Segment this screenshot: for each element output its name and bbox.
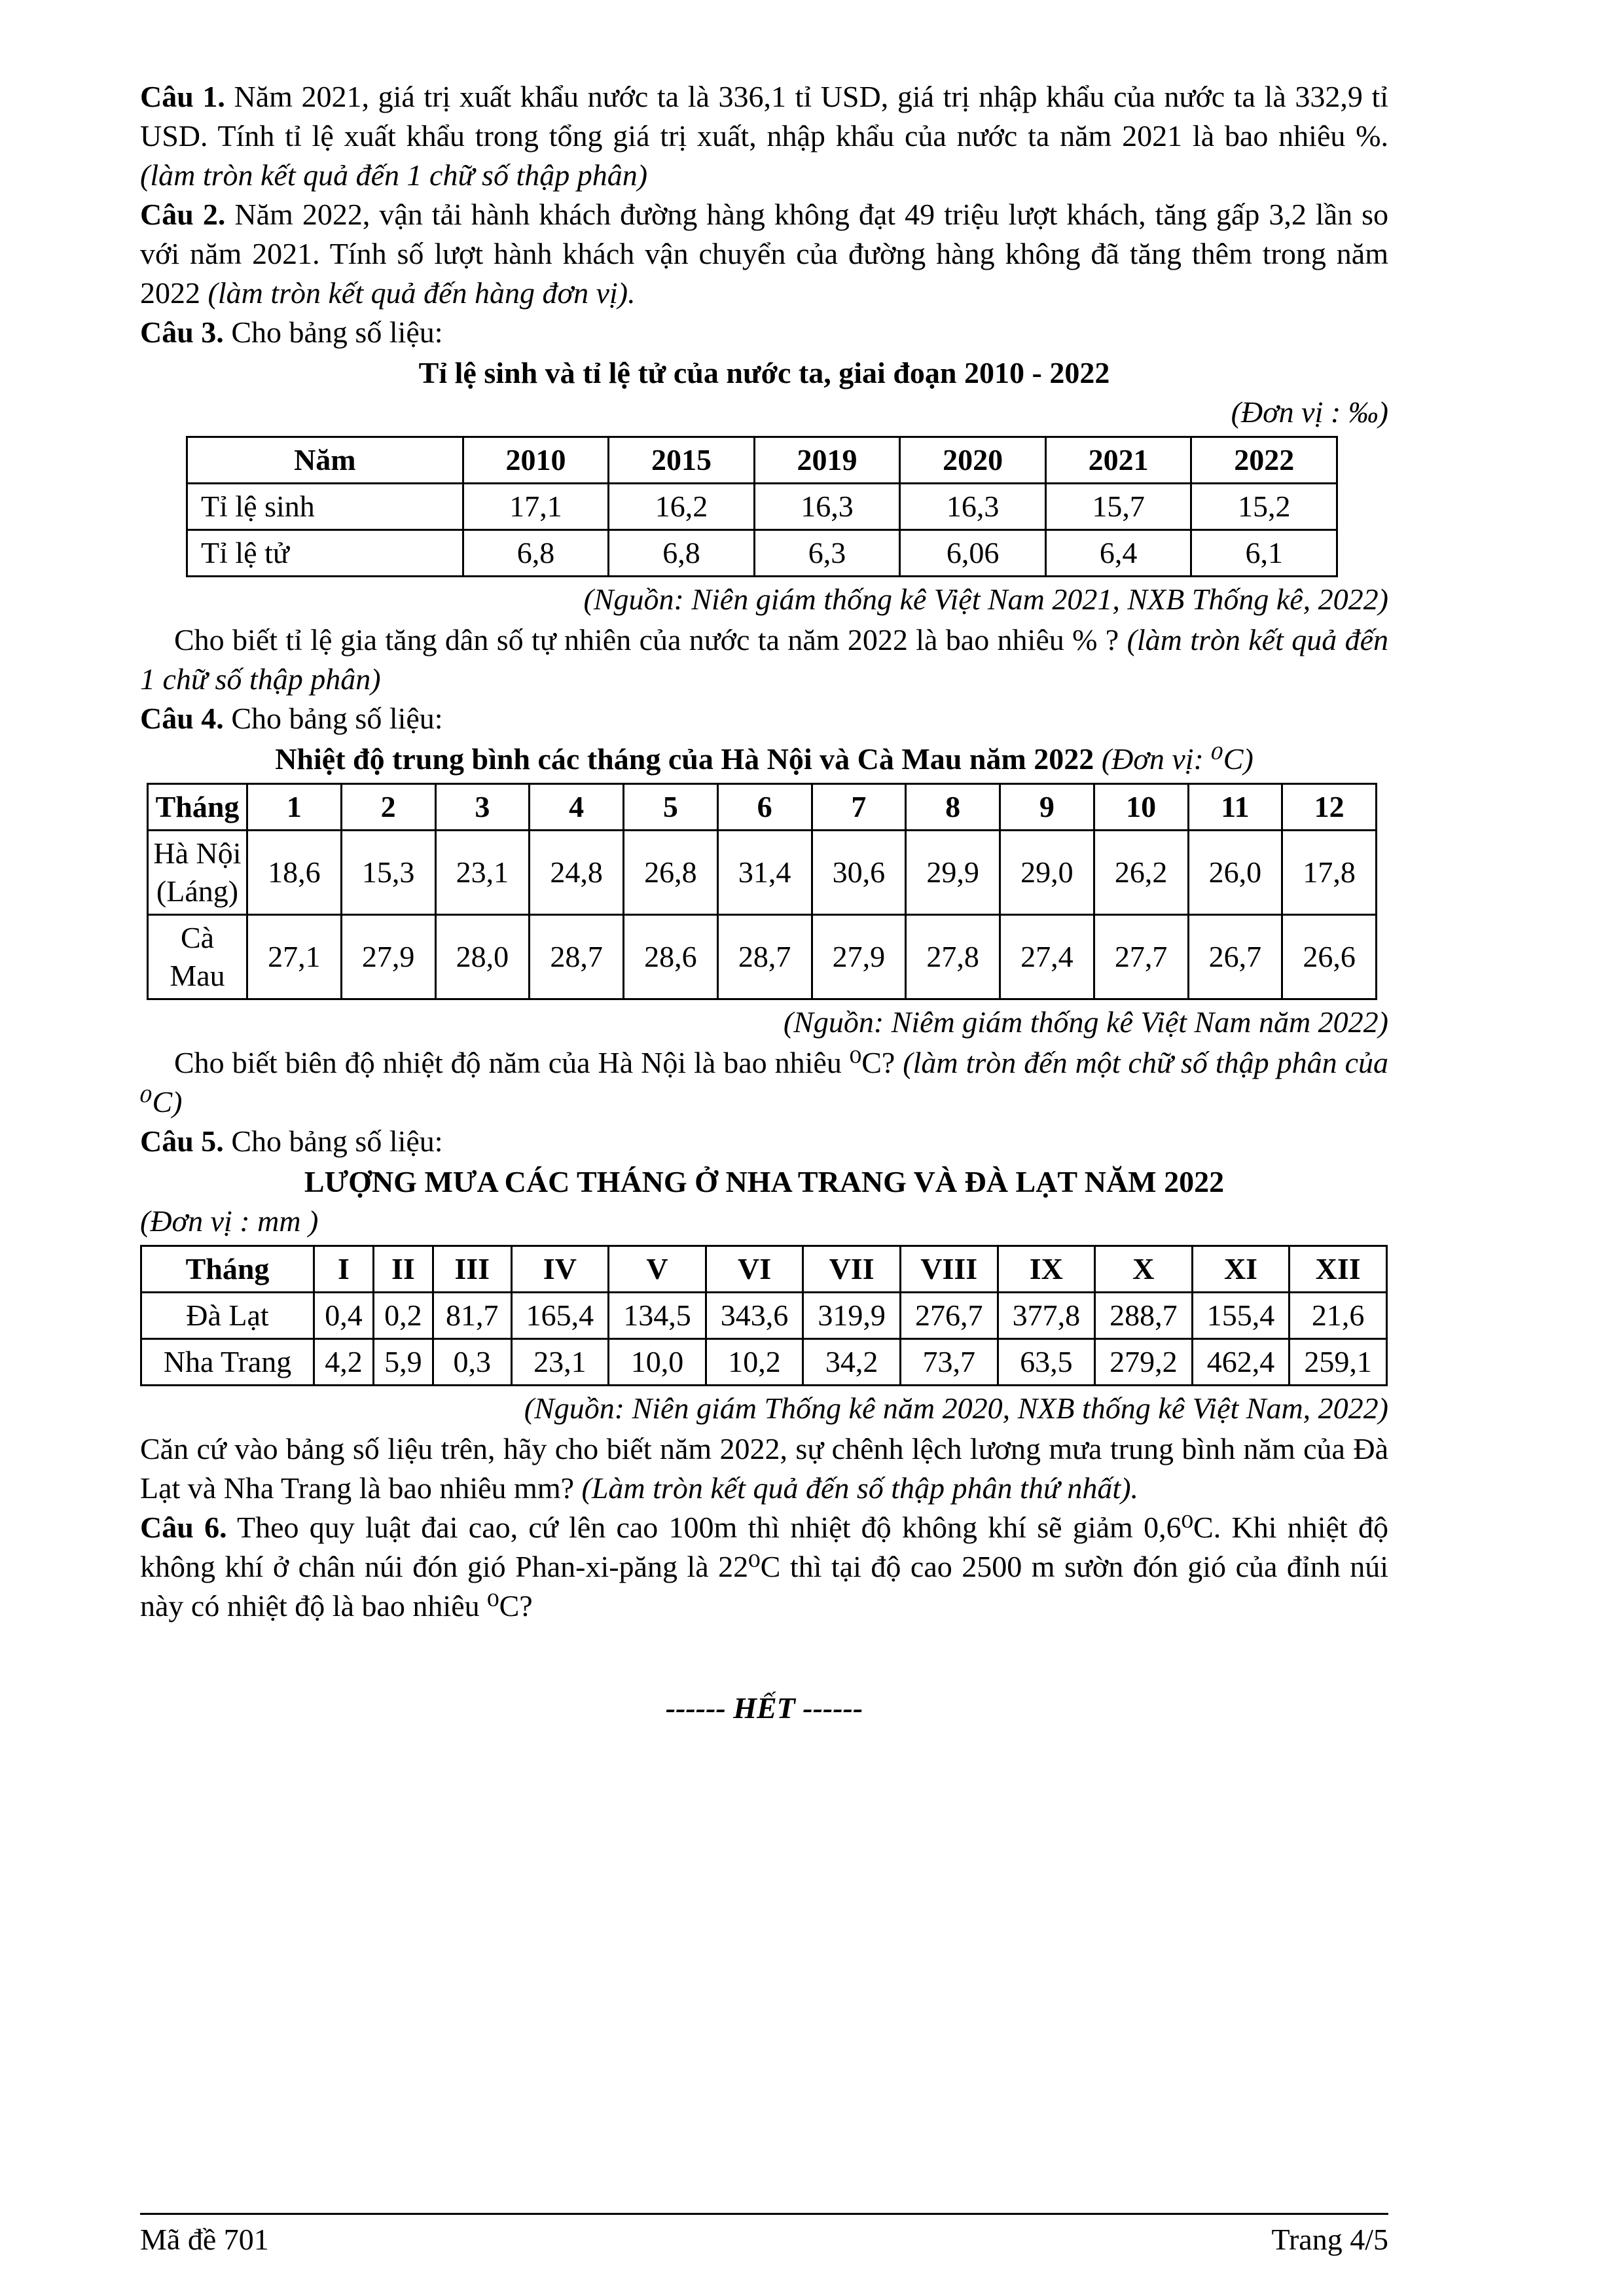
data-cell: 21,6 xyxy=(1290,1293,1387,1339)
table-header-cell: 10 xyxy=(1094,784,1188,831)
table-header-cell: V xyxy=(609,1246,706,1293)
table-row xyxy=(187,530,1337,577)
data-cell: 26,7 xyxy=(1188,915,1282,999)
table-header-cell: 3 xyxy=(435,784,530,831)
table-header-cell: 7 xyxy=(812,784,906,831)
table3-title-text: LƯỢNG MƯA CÁC THÁNG Ở NHA TRANG VÀ ĐÀ LẠT NĂM 2022 xyxy=(304,1165,1225,1198)
data-cell: 462,4 xyxy=(1192,1339,1290,1386)
table-header-cell: 6 xyxy=(717,784,812,831)
table-header-cell: II xyxy=(373,1246,433,1293)
table-header-cell: 2020 xyxy=(900,437,1046,484)
table1-title-text: Tỉ lệ sinh và tỉ lệ tử của nước ta, giai đoạn 2010 - 2022 xyxy=(418,356,1110,389)
question-3-text xyxy=(140,620,1388,699)
question-2-note: (làm tròn kết quả đến hàng đơn vị). xyxy=(208,276,636,310)
question-2 xyxy=(140,195,1388,313)
table-row xyxy=(187,484,1337,530)
data-cell: 27,7 xyxy=(1094,915,1188,999)
data-cell: 0,3 xyxy=(433,1339,511,1386)
question-5-question: Căn cứ vào bảng số liệu trên, hãy cho biết năm 2022, sự chênh lệch lương mưa trung bình năm của Đà Lạt và Nha Trang là bao nhiêu mm? xyxy=(140,1432,1388,1505)
table1-unit: (Đơn vị : ‰) xyxy=(1231,395,1388,429)
table-header-cell: Năm xyxy=(187,437,463,484)
table-header-cell: Tháng xyxy=(148,784,247,831)
question-1 xyxy=(140,77,1388,195)
table-header-cell: XI xyxy=(1192,1246,1290,1293)
table2-source: (Nguồn: Niêm giám thống kê Việt Nam năm 2022) xyxy=(783,1005,1388,1039)
table-header-cell: 11 xyxy=(1188,784,1282,831)
data-cell: 26,0 xyxy=(1188,831,1282,915)
table-header-cell: IX xyxy=(998,1246,1095,1293)
page-number: Trang 4/5 xyxy=(1271,2223,1388,2256)
table-row xyxy=(141,1339,1387,1386)
table-row xyxy=(141,1293,1387,1339)
data-cell: 27,4 xyxy=(1000,915,1094,999)
table-header-cell: 2 xyxy=(341,784,435,831)
table1-title xyxy=(140,353,1388,393)
data-cell: 15,2 xyxy=(1191,484,1337,530)
data-cell: 0,2 xyxy=(373,1293,433,1339)
data-cell: 259,1 xyxy=(1290,1339,1387,1386)
table2-title xyxy=(140,740,1388,779)
data-cell: 165,4 xyxy=(511,1293,609,1339)
question-4-note: (làm tròn đến một chữ số thập phân của ⁰C) xyxy=(140,1046,1388,1119)
table-header-cell: IV xyxy=(511,1246,609,1293)
data-cell: 276,7 xyxy=(900,1293,998,1339)
data-cell: 279,2 xyxy=(1095,1339,1193,1386)
data-cell: 31,4 xyxy=(717,831,812,915)
table-header-cell: VIII xyxy=(900,1246,998,1293)
table-header-row xyxy=(187,437,1337,484)
data-cell: 23,1 xyxy=(435,831,530,915)
data-cell: 377,8 xyxy=(998,1293,1095,1339)
data-cell: 6,1 xyxy=(1191,530,1337,577)
data-cell: 6,4 xyxy=(1045,530,1191,577)
row-label-cell: Nha Trang xyxy=(141,1339,314,1386)
question-3-note: (làm tròn kết quả đến 1 chữ số thập phân) xyxy=(140,623,1389,696)
row-label-cell: Hà Nội (Láng) xyxy=(148,831,247,915)
table-header-cell: VI xyxy=(706,1246,803,1293)
data-cell: 134,5 xyxy=(609,1293,706,1339)
table-header-cell: 2019 xyxy=(754,437,900,484)
table-header-cell: 2022 xyxy=(1191,437,1337,484)
data-cell: 288,7 xyxy=(1095,1293,1193,1339)
data-cell: 155,4 xyxy=(1192,1293,1290,1339)
question-5-intro xyxy=(140,1122,1388,1161)
data-cell: 28,0 xyxy=(435,915,530,999)
table3-source: (Nguồn: Niên giám Thống kê năm 2020, NXB thống kê Việt Nam, 2022) xyxy=(524,1391,1388,1425)
table-row xyxy=(148,915,1377,999)
data-cell: 28,7 xyxy=(530,915,624,999)
table-header-cell: VII xyxy=(803,1246,901,1293)
table-header-cell: 4 xyxy=(530,784,624,831)
table3-unit: (Đơn vị : mm ) xyxy=(140,1204,319,1238)
data-cell: 28,7 xyxy=(717,915,812,999)
rainfall-table xyxy=(140,1245,1388,1386)
table-header-cell: 2021 xyxy=(1045,437,1191,484)
table2-title-text: Nhiệt độ trung bình các tháng của Hà Nội và Cà Mau năm 2022 xyxy=(275,742,1094,776)
table-header-cell: 1 xyxy=(247,784,342,831)
question-1-label: Câu 1. xyxy=(140,80,225,113)
question-2-text: Năm 2022, vận tải hành khách đường hàng không đạt 49 triệu lượt khách, tăng gấp 3,2 lần so với năm 2021. Tính số lượt hành khách vận chuyển của đường hàng không đã tăng thêm trong năm 2022 xyxy=(140,198,1389,310)
data-cell: 6,8 xyxy=(463,530,609,577)
table-header-cell: 12 xyxy=(1282,784,1377,831)
table-header-cell: 2015 xyxy=(609,437,755,484)
data-cell: 16,3 xyxy=(900,484,1046,530)
table1-source: (Nguồn: Niên giám thống kê Việt Nam 2021, NXB Thống kê, 2022) xyxy=(583,583,1388,616)
data-cell: 24,8 xyxy=(530,831,624,915)
data-cell: 26,8 xyxy=(624,831,718,915)
data-cell: 10,2 xyxy=(706,1339,803,1386)
data-cell: 63,5 xyxy=(998,1339,1095,1386)
data-cell: 26,6 xyxy=(1282,915,1377,999)
question-6-label: Câu 6. xyxy=(140,1511,227,1544)
question-6 xyxy=(140,1508,1388,1626)
data-cell: 30,6 xyxy=(812,831,906,915)
data-cell: 27,1 xyxy=(247,915,342,999)
row-label-cell: Cà Mau xyxy=(148,915,247,999)
data-cell: 4,2 xyxy=(314,1339,374,1386)
data-cell: 34,2 xyxy=(803,1339,901,1386)
table-header-cell: III xyxy=(433,1246,511,1293)
data-cell: 81,7 xyxy=(433,1293,511,1339)
end-marker: ------ HẾT ------ xyxy=(665,1691,863,1725)
data-cell: 28,6 xyxy=(624,915,718,999)
table-header-row xyxy=(148,784,1377,831)
question-5-note: (Làm tròn kết quả đến số thập phân thứ nhất). xyxy=(581,1471,1139,1505)
data-cell: 16,2 xyxy=(609,484,755,530)
question-5-label: Câu 5. xyxy=(140,1124,224,1158)
table-header-cell: X xyxy=(1095,1246,1193,1293)
data-cell: 10,0 xyxy=(609,1339,706,1386)
question-2-label: Câu 2. xyxy=(140,198,226,231)
data-cell: 73,7 xyxy=(900,1339,998,1386)
question-5-text xyxy=(140,1429,1388,1508)
row-label-cell: Tỉ lệ sinh xyxy=(187,484,463,530)
question-4-intro xyxy=(140,699,1388,738)
table-header-cell: 2010 xyxy=(463,437,609,484)
question-4-label: Câu 4. xyxy=(140,702,224,735)
data-cell: 15,7 xyxy=(1045,484,1191,530)
page-footer xyxy=(140,2213,1388,2259)
table-row xyxy=(148,831,1377,915)
data-cell: 0,4 xyxy=(314,1293,374,1339)
data-cell: 17,8 xyxy=(1282,831,1377,915)
question-3-intro-text: Cho bảng số liệu: xyxy=(231,315,443,349)
data-cell: 343,6 xyxy=(706,1293,803,1339)
table2-unit: (Đơn vị: ⁰C) xyxy=(1101,742,1254,776)
table-header-cell: XII xyxy=(1290,1246,1387,1293)
data-cell: 15,3 xyxy=(341,831,435,915)
data-cell: 23,1 xyxy=(511,1339,609,1386)
data-cell: 6,8 xyxy=(609,530,755,577)
question-3-question: Cho biết tỉ lệ gia tăng dân số tự nhiên của nước ta năm 2022 là bao nhiêu % ? xyxy=(174,623,1119,656)
temperature-table xyxy=(147,783,1377,1000)
table-header-cell: Tháng xyxy=(141,1246,314,1293)
table3-title xyxy=(140,1162,1388,1202)
question-5-intro-text: Cho bảng số liệu: xyxy=(231,1124,443,1158)
question-4-intro-text: Cho bảng số liệu: xyxy=(231,702,443,735)
data-cell: 27,9 xyxy=(341,915,435,999)
question-4-text xyxy=(140,1043,1388,1122)
question-1-note: (làm tròn kết quả đến 1 chữ số thập phân) xyxy=(140,158,648,192)
data-cell: 29,0 xyxy=(1000,831,1094,915)
question-4-question: Cho biết biên độ nhiệt độ năm của Hà Nội là bao nhiêu ⁰C? xyxy=(174,1046,895,1079)
exam-code: Mã đề 701 xyxy=(140,2223,269,2256)
data-cell: 18,6 xyxy=(247,831,342,915)
question-3-label: Câu 3. xyxy=(140,315,224,349)
data-cell: 27,8 xyxy=(906,915,1000,999)
data-cell: 6,3 xyxy=(754,530,900,577)
table-header-cell: 5 xyxy=(624,784,718,831)
birth-death-rate-table xyxy=(186,436,1338,577)
row-label-cell: Đà Lạt xyxy=(141,1293,314,1339)
table-header-row xyxy=(141,1246,1387,1293)
data-cell: 6,06 xyxy=(900,530,1046,577)
data-cell: 29,9 xyxy=(906,831,1000,915)
data-cell: 16,3 xyxy=(754,484,900,530)
data-cell: 26,2 xyxy=(1094,831,1188,915)
table-header-cell: 8 xyxy=(906,784,1000,831)
data-cell: 27,9 xyxy=(812,915,906,999)
question-6-text: Theo quy luật đai cao, cứ lên cao 100m thì nhiệt độ không khí sẽ giảm 0,6⁰C. Khi nhiệt độ không khí ở chân núi đón gió Phan-xi-păng là 22⁰C thì tại độ cao 2500 m sườn đón gió của đỉnh núi này có nhiệt độ là bao nhiêu ⁰C? xyxy=(140,1511,1388,1623)
data-cell: 5,9 xyxy=(373,1339,433,1386)
question-3-intro xyxy=(140,313,1388,352)
table-header-cell: I xyxy=(314,1246,374,1293)
question-1-text: Năm 2021, giá trị xuất khẩu nước ta là 336,1 tỉ USD, giá trị nhập khẩu của nước ta là 332,9 tỉ USD. Tính tỉ lệ xuất khẩu trong tổng giá trị xuất, nhập khẩu của nước ta năm 2021 là bao nhiêu %. xyxy=(140,80,1389,152)
table-header-cell: 9 xyxy=(1000,784,1094,831)
row-label-cell: Tỉ lệ tử xyxy=(187,530,463,577)
data-cell: 319,9 xyxy=(803,1293,901,1339)
data-cell: 17,1 xyxy=(463,484,609,530)
